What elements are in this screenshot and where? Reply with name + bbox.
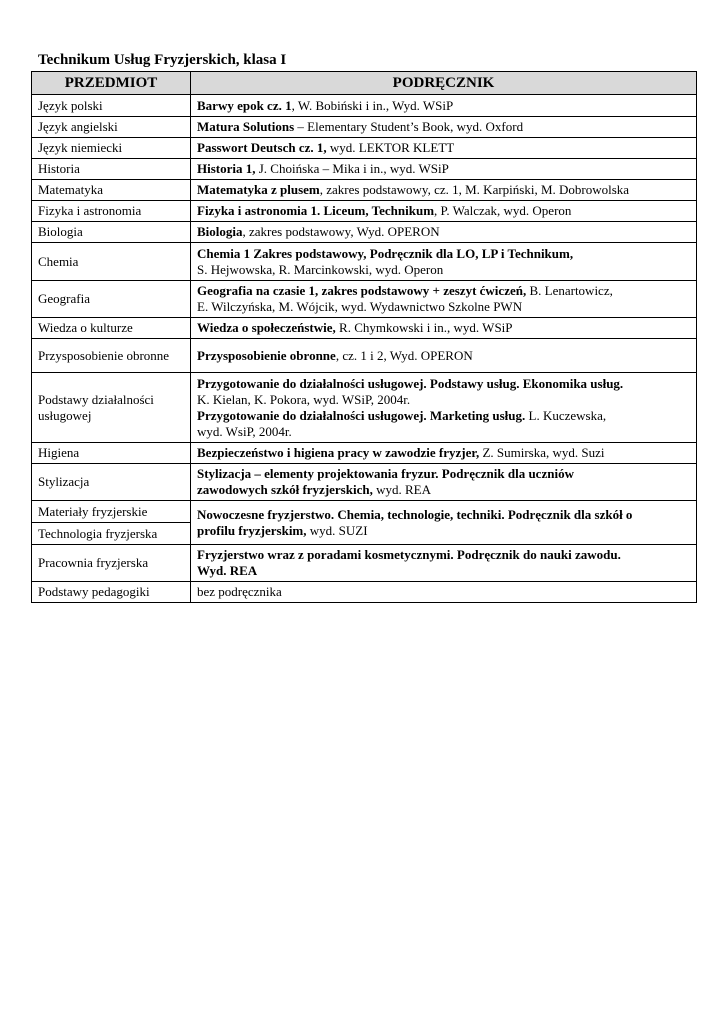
subject-cell: Stylizacja [32,464,191,501]
subject-cell: Geografia [32,281,191,318]
textbook-title: Barwy epok cz. 1 [197,97,292,113]
textbook-details: wyd. REA [372,482,431,497]
table-row [32,443,697,464]
textbook-details: R. Chymkowski i in., wyd. WSiP [335,320,513,335]
textbook-details: , cz. 1 i 2, Wyd. OPERON [335,347,473,363]
textbook-title: Historia 1, [197,161,256,176]
textbook-line [197,299,690,315]
textbook-line [197,348,690,364]
textbook-title: Chemia 1 Zakres podstawowy, Podręcznik dla LO, LP i Technikum, [197,245,574,261]
textbook-title: Geografia na czasie 1, zakres podstawowy + zeszyt ćwiczeń, [197,283,527,298]
textbook-line [197,182,690,198]
textbook-line [197,445,690,461]
textbook-line [197,584,690,600]
textbook-cell [191,243,697,281]
textbook-details: B. Lenartowicz, [526,283,613,298]
subject-cell: Higiena [32,443,191,464]
table-row [32,243,697,281]
textbook-cell [191,201,697,222]
textbook-details: Z. Sumirska, wyd. Suzi [479,445,605,460]
textbook-details: K. Kielan, K. Pokora, wyd. WSiP, 2004r. [197,391,411,407]
textbook-details: L. Kuczewska, [525,407,607,423]
textbook-details: wyd. WsiP, 2004r. [197,423,292,439]
table-row [32,222,697,243]
textbook-line [197,320,690,336]
textbook-details: , P. Walczak, wyd. Operon [434,203,572,218]
textbook-cell [191,582,697,603]
table-row [32,501,697,523]
textbook-line [197,392,690,408]
subject-cell: Technologia fryzjerska [32,523,191,545]
textbook-line [197,507,690,523]
textbook-line [197,140,690,156]
table-row [32,138,697,159]
textbook-line [197,119,690,135]
textbook-title: Matura Solutions [197,119,295,134]
textbook-title: Wiedza o społeczeństwie, [197,320,336,335]
textbook-title: Nowoczesne fryzjerstwo. Chemia, technologie, techniki. Podręcznik dla szkół o [197,506,633,522]
textbook-line [197,283,690,299]
subject-cell: Język polski [32,95,191,117]
table-row [32,464,697,501]
subject-cell: Wiedza o kulturze [32,318,191,339]
textbook-details: S. Hejwowska, R. Marcinkowski, wyd. Operon [197,261,444,277]
textbook-title: Passwort Deutsch cz. 1, [197,140,327,155]
subject-cell: Matematyka [32,180,191,201]
subject-cell: Fizyka i astronomia [32,201,191,222]
table-row [32,180,697,201]
table-row [32,95,697,117]
textbook-details: bez podręcznika [197,584,282,599]
textbook-line [197,376,690,392]
textbook-line [197,523,690,539]
textbook-details: wyd. SUZI [306,522,368,538]
textbook-cell [191,95,697,117]
subject-cell: Przysposobienie obronne [32,339,191,373]
textbook-title: Matematyka z plusem [197,182,320,197]
textbook-cell [191,159,697,180]
subject-cell: Materiały fryzjerskie [32,501,191,523]
textbook-line [197,98,690,114]
textbook-line [197,161,690,177]
textbook-title: zawodowych szkół fryzjerskich, [197,482,373,497]
textbook-line [197,224,690,240]
header-subject: PRZEDMIOT [32,72,191,95]
textbook-cell [191,117,697,138]
table-row [32,545,697,582]
textbook-title: Wyd. REA [197,563,258,578]
header-textbook: PODRĘCZNIK [191,72,697,95]
subject-cell: Podstawy pedagogiki [32,582,191,603]
textbook-details: , W. Bobiński i in., Wyd. WSiP [291,97,454,113]
page-title: Technikum Usług Fryzjerskich, klasa I [38,52,287,68]
subject-cell: Podstawy działalności usługowej [32,373,191,443]
textbook-cell [191,138,697,159]
textbook-line [197,203,690,219]
textbook-title: Przysposobienie obronne [197,347,336,363]
subject-cell: Język niemiecki [32,138,191,159]
textbook-line [197,408,690,424]
table-row [32,582,697,603]
subject-cell: Chemia [32,243,191,281]
table-row [32,339,697,373]
textbook-details: , zakres podstawowy, Wyd. OPERON [242,224,440,239]
table-row [32,373,697,443]
textbook-cell [191,501,697,545]
textbook-title: profilu fryzjerskim, [197,522,307,538]
table-row [32,159,697,180]
textbook-line [197,466,690,482]
header-row [32,72,697,95]
textbook-line [197,424,690,440]
textbook-cell [191,180,697,201]
table-body [32,95,697,603]
textbook-line [197,262,690,278]
textbook-cell [191,339,697,373]
textbook-cell [191,318,697,339]
table-row [32,201,697,222]
textbook-details: – Elementary Student’s Book, wyd. Oxford [294,119,524,134]
textbook-line [197,547,690,563]
textbook-cell [191,373,697,443]
textbook-line [197,563,690,579]
textbook-title: Bezpieczeństwo i higiena pracy w zawodzie fryzjer, [197,445,480,460]
textbook-title: Fizyka i astronomia 1. Liceum, Technikum [197,203,435,218]
textbook-details: E. Wilczyńska, M. Wójcik, wyd. Wydawnictwo Szkolne PWN [197,299,523,314]
textbook-details: J. Choińska – Mika i in., wyd. WSiP [255,161,449,176]
textbook-title: Stylizacja – elementy projektowania fryzur. Podręcznik dla uczniów [197,466,574,481]
textbook-table [31,71,697,603]
textbook-title: Przygotowanie do działalności usługowej. Podstawy usług. Ekonomika usług. [197,375,624,391]
table-row [32,318,697,339]
textbook-title: Przygotowanie do działalności usługowej. Marketing usług. [197,407,526,423]
textbook-title: Biologia [197,224,243,239]
textbook-line [197,246,690,262]
subject-cell: Historia [32,159,191,180]
textbook-details: , zakres podstawowy, cz. 1, M. Karpiński, M. Dobrowolska [319,182,630,197]
textbook-cell [191,464,697,501]
textbook-cell [191,222,697,243]
table-row [32,117,697,138]
subject-cell: Pracownia fryzjerska [32,545,191,582]
textbook-line [197,482,690,498]
textbook-cell [191,443,697,464]
textbook-title: Fryzjerstwo wraz z poradami kosmetycznymi. Podręcznik do nauki zawodu. [197,547,621,562]
table-row [32,281,697,318]
textbook-details: wyd. LEKTOR KLETT [326,140,455,155]
subject-cell: Język angielski [32,117,191,138]
subject-cell: Biologia [32,222,191,243]
textbook-cell [191,281,697,318]
textbook-cell [191,545,697,582]
